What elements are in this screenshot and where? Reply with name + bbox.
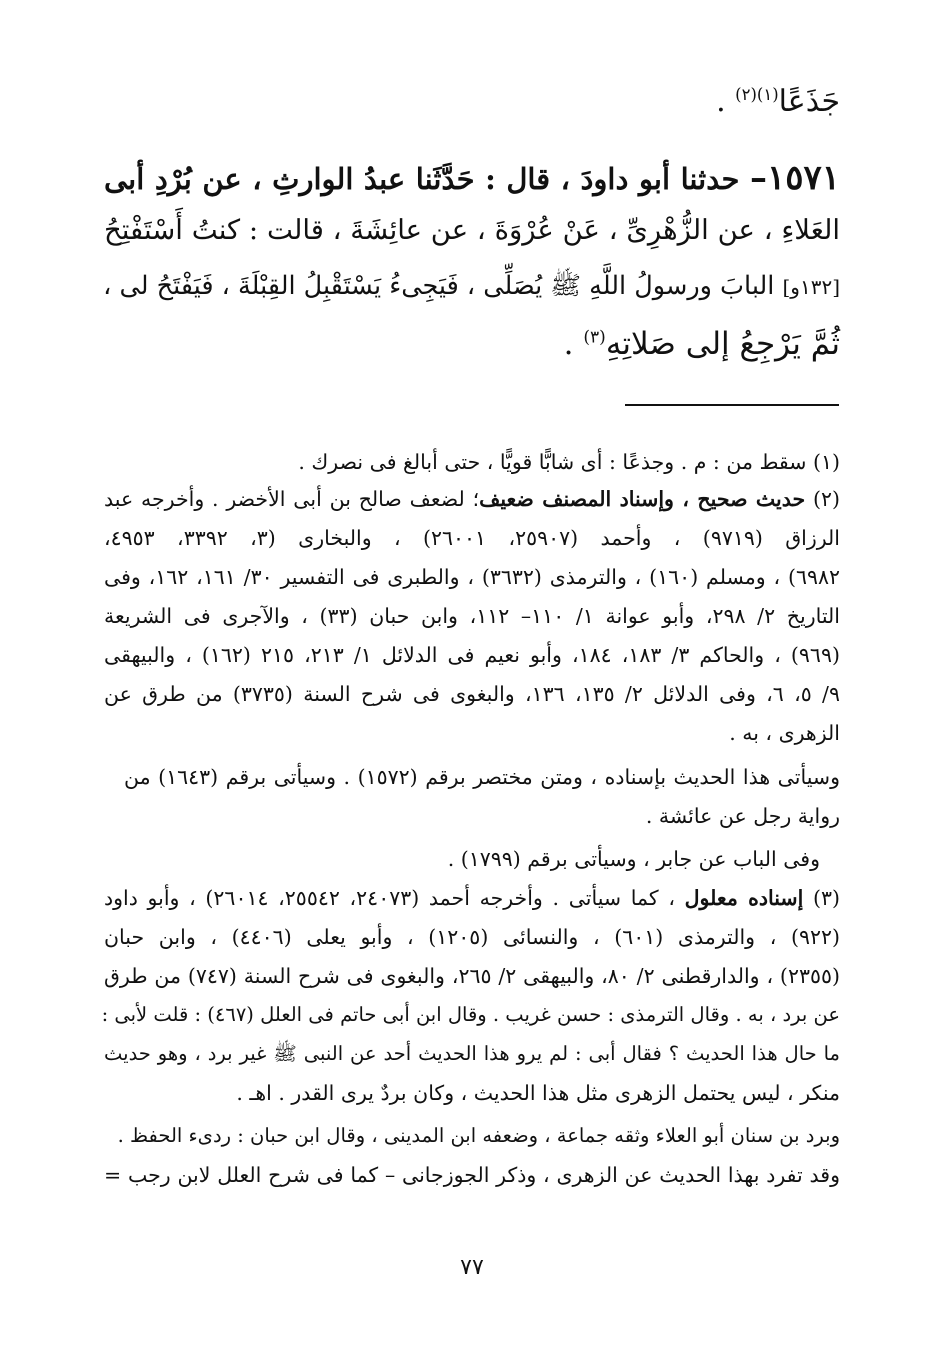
footnote-3-line-5: ما حال هذا الحديث ؟ فقال أبى : لم يرو هذا الحديث أحد عن النبى ﷺ غير برد ، وهو حديث [104, 1042, 840, 1065]
footnote-2-label: (٢) [812, 487, 840, 511]
footnote-3-line-3: (٢٣٥٥) ، والدارقطنى ٢/ ٨٠، والبيهقى ٢/ ٢٦٥، والبغوى فى شرح السنة (٧٤٧) من طرق [104, 964, 840, 988]
footnote-2-line-3: ٦٩٨٢) ، ومسلم (١٦٠) ، والترمذى (٣٦٣٢) ، والطبرى فى التفسير ٣٠/ ١٦١، ١٦٢، وفى [104, 565, 840, 589]
top-fragment: جَذَعًا$^{(١)(٢)}$ . [716, 84, 840, 119]
footnote-separator [625, 404, 839, 406]
top-fragment-text: جَذَعًا [778, 84, 840, 119]
footnote-3-more-2: وقد تفرد بهذا الحديث عن الزهرى ، وذكر الجوزجانى – كما فى شرح العلل لابن رجب = [104, 1163, 840, 1187]
hadith-text-3: البابَ ورسولُ اللَّهِ ﷺ يُصَلِّى ، فَيَجِىءُ يَسْتَقْبِلُ القِبْلَةَ ، فَيَفْتَحُ لى ، [103, 271, 775, 301]
hadith-text-2: العَلاءِ ، عن الزُّهْرِىِّ ، عَنْ عُرْوَةَ ، عن عائِشَةَ ، قالت : كنتُ أَسْتَفْتِحُ [104, 214, 840, 246]
footnote-2-line-7: الزهرى ، به . [729, 721, 840, 745]
hadith-text-4: ثُمَّ يَرْجِعُ إلى صَلاتِهِ [605, 326, 840, 362]
footnote-2-note-1: وسيأتى هذا الحديث بإسناده ، ومتن مختصر برقم (١٥٧٢) . وسيأتى برقم (١٦٤٣) من [124, 765, 840, 789]
hadith-line-4: ثُمَّ يَرْجِعُ إلى صَلاتِهِ$^{(٣)}$ . [563, 326, 840, 362]
footnote-2-line-6: ٩/ ٥، ٦، وفى الدلائل ٢/ ١٣٥، ١٣٦، والبغوى فى شرح السنة (٣٧٣٥) من طرق عن [104, 682, 840, 706]
footnote-3-line-1: (٣) إسناده معلول ، كما سيأتى . وأخرجه أحمد (٢٤٠٧٣، ٢٥٥٤٢، ٢٦٠١٤) ، وأبو داود [104, 886, 840, 910]
footnote-3-label: (٣) [812, 886, 840, 910]
footnote-2-line-1: (٢) حديث صحيح ، وإسناد المصنف ضعيف؛ لضعف صالح بن أبى الأخضر . وأخرجه عبد [104, 487, 840, 511]
page-number: ٧٧ [460, 1255, 484, 1280]
footnote-2-line-4: التاريخ ٢/ ٢٩٨، وأبو عوانة ١/ ١١٠– ١١٢، وابن حبان (٣٣) ، والآجرى فى الشريعة [104, 604, 840, 628]
footnote-2-grade: حديث صحيح ، وإسناد المصنف ضعيف [479, 487, 806, 511]
hadith-text-1: حدثنا أبو داودَ ، قال : حَدَّثَنا عبدُ الوارثِ ، عن بُرْدِ أبى [104, 162, 740, 196]
hadith-number: ١٥٧١– [749, 158, 840, 198]
footnote-2-line-2: الرزاق (٩٧١٩) ، وأحمد (٢٥٩٠٧، ٢٦٠٠١) ، والبخارى (٣، ٣٣٩٢، ٤٩٥٣، [104, 526, 840, 550]
footnote-mark-3: (٣) [583, 327, 606, 348]
footnote-2-line-5: (٩٦٩) ، والحاكم ٣/ ١٨٣، ١٨٤، وأبو نعيم فى الدلائل ١/ ٢١٣، ٢١٥ (١٦٢) ، والبيهقى [104, 643, 840, 667]
footnote-1: (١) سقط من : م . وجذعًا : أى شابًّا قويًّا ، حتى أبالغ فى نصرك . [298, 450, 840, 474]
footnote-3-more-1: وبرد بن سنان أبو العلاء وثقه جماعة ، وضعفه ابن المدينى ، وقال ابن حبان : ردىء الحفظ . [117, 1124, 840, 1147]
footnote-3-grade: إسناده معلول [684, 886, 804, 910]
hadith-line-2 [104, 214, 840, 246]
footnote-3-line-6: منكر ، ليس يحتمل الزهرى مثل هذا الحديث ، وكان بردٌ يرى القدر . اهـ . [236, 1081, 840, 1105]
hadith-line-3 [104, 270, 840, 307]
footnote-2-note-2: رواية رجل عن عائشة . [645, 804, 840, 828]
folio-marker: [١٣٢و] [782, 275, 840, 299]
footnote-3-line-2: (٩٢٢) ، والترمذى (٦٠١) ، والنسائى (١٢٠٥) ، وأبو يعلى (٤٤٠٦) ، وابن حبان [104, 925, 841, 949]
footnote-3-line-4: عن برد ، به . وقال الترمذى : حسن غريب . وقال ابن أبى حاتم فى العلل (٤٦٧) : قلت لأبى : [101, 1003, 840, 1026]
footnote-2-bab: وفى الباب عن جابر ، وسيأتى برقم (١٧٩٩) . [447, 847, 820, 871]
hadith-line-1 [104, 158, 840, 198]
footnote-marks: (١)(٢) [735, 85, 779, 104]
